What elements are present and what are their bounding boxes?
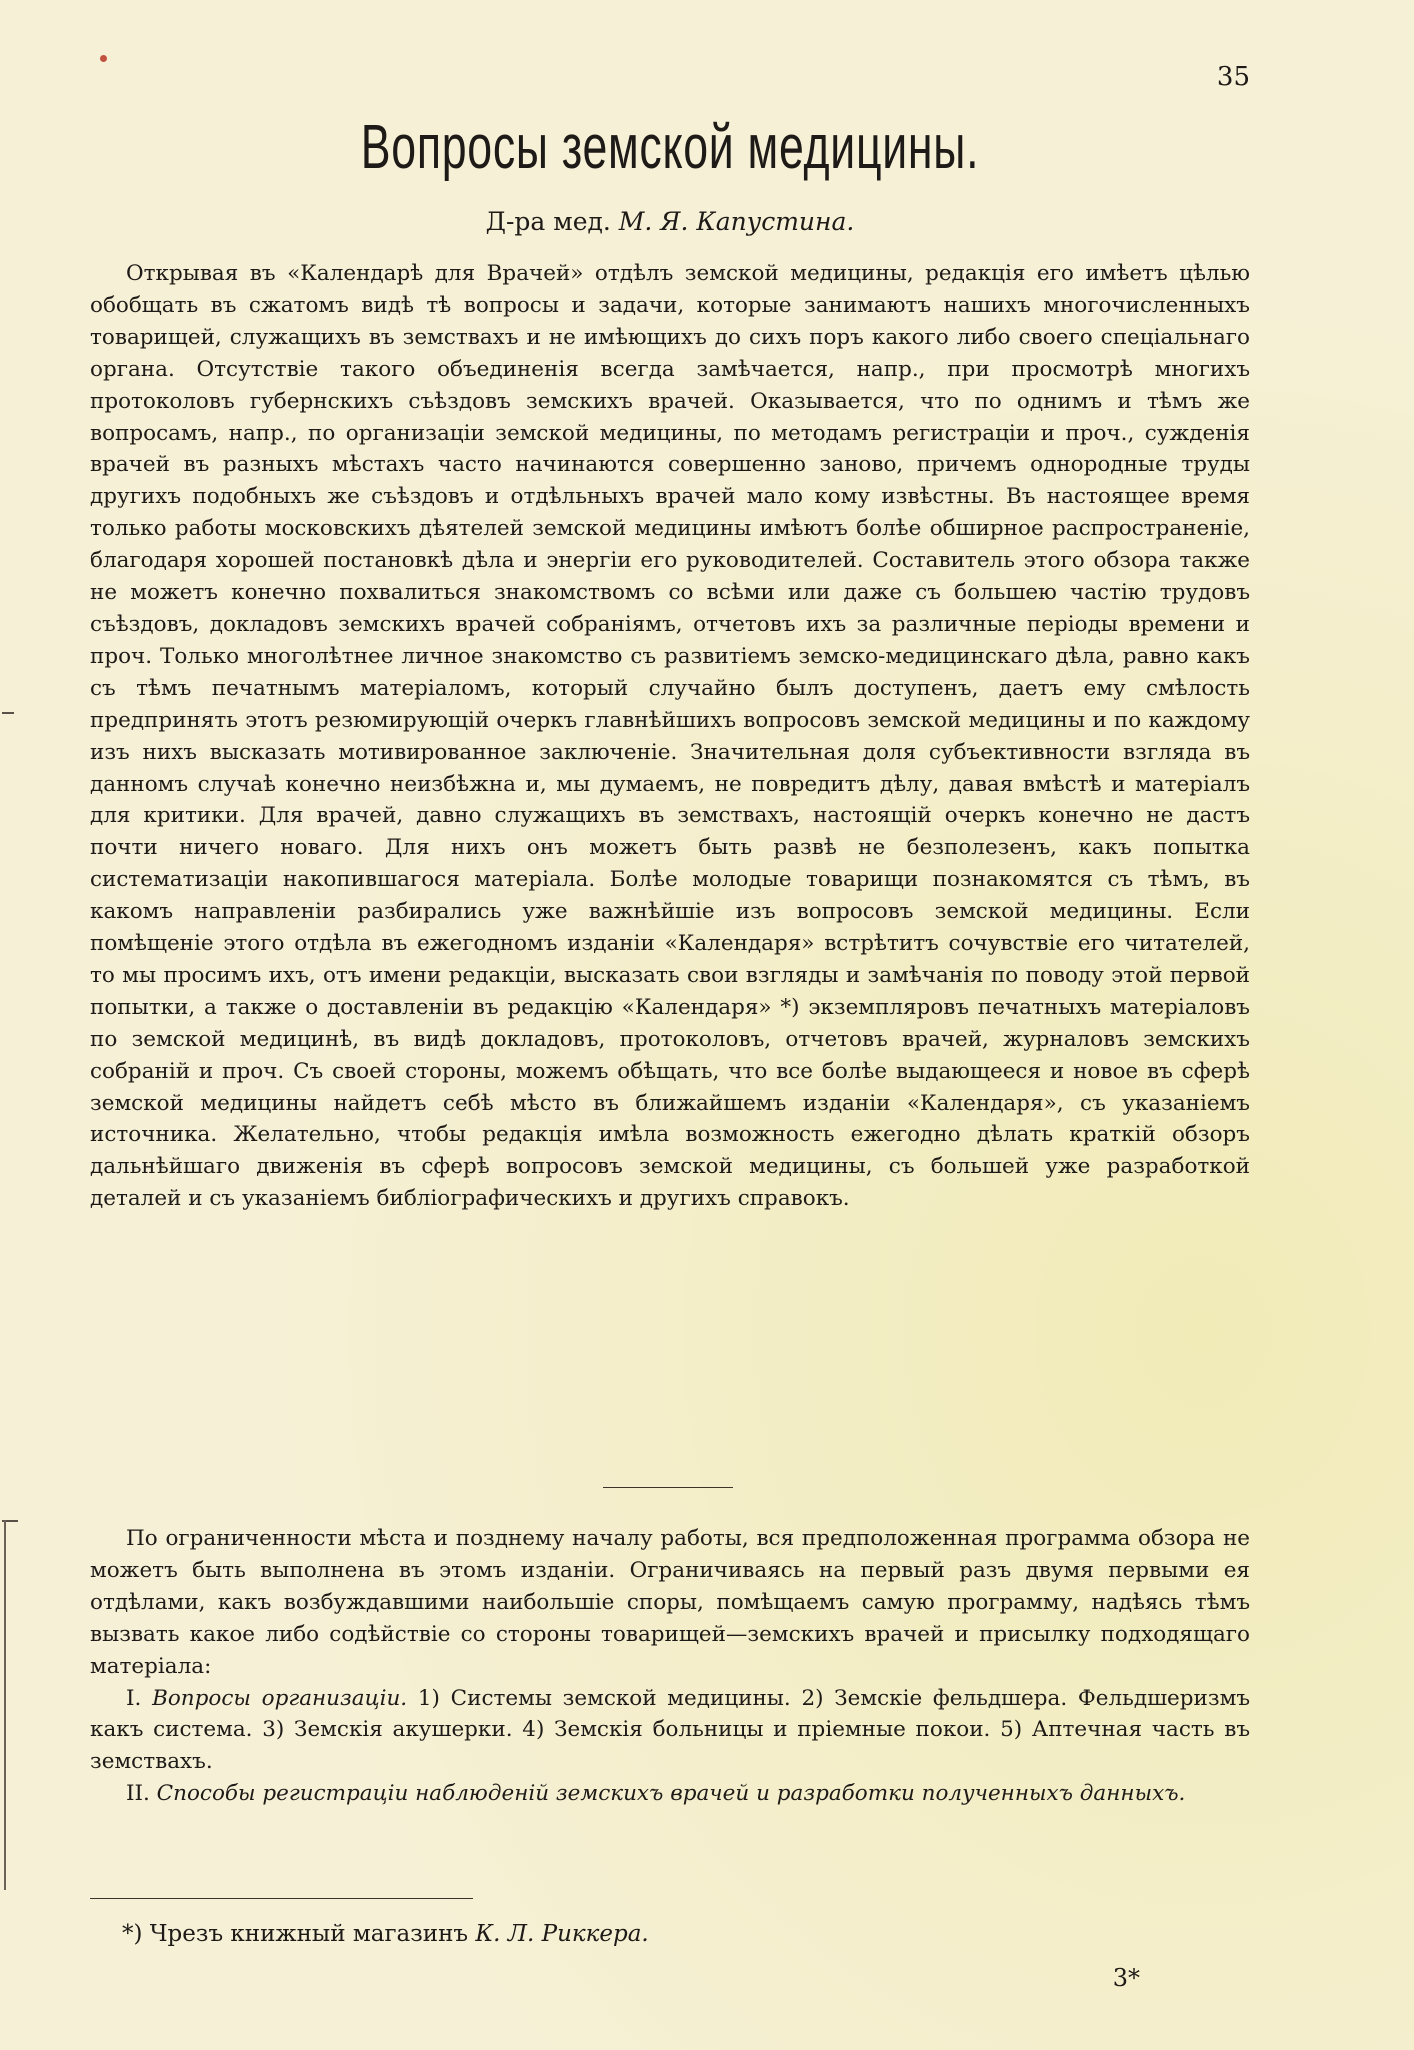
byline <box>90 207 1250 236</box>
author-name: М. Я. Капустина. <box>618 207 855 236</box>
footnote <box>122 1921 649 1947</box>
intro-paragraph: Открывая въ «Календарѣ для Врачей» отдѣлъ земской медицины, редакція его имѣетъ цѣлью обобщать въ сжатомъ видѣ тѣ вопросы и задачи, которые занимаютъ нашихъ многочисленныхъ товарищей, служащихъ въ земствахъ и не имѣющихъ до сихъ поръ какого либо своего спеціальнаго органа. Отсутствіе такого объединенія всегда замѣчается, напр., при просмотрѣ многихъ протоколовъ губернскихъ съѣздовъ земскихъ врачей. Оказывается, что по однимъ и тѣмъ же вопросамъ, напр., по организаціи земской медицины, по методамъ регистраціи и проч., сужденія врачей въ разныхъ мѣстахъ часто начинаются совершенно заново, причемъ однородные труды другихъ подобныхъ же съѣздовъ и отдѣльныхъ врачей мало кому извѣстны. Въ настоящее время только работы московскихъ дѣятелей земской медицины имѣютъ болѣе обширное распространеніе, благодаря хорошей постановкѣ дѣла и энергіи его руководителей. Составитель этого обзора также не можетъ конечно похвалиться знакомствомъ со всѣми или даже съ большею частію трудовъ съѣздовъ, докладовъ земскихъ врачей собраніямъ, отчетовъ ихъ за различные періоды времени и проч. Только многолѣтнее личное знакомство съ развитіемъ земско-медицинскаго дѣла, равно какъ съ тѣмъ печатнымъ матеріаломъ, который случайно былъ доступенъ, даетъ ему смѣлость предпринять этотъ резюмирующій очеркъ главнѣйшихъ вопросовъ земской медицины и по каждому изъ нихъ высказать мотивированное заключеніе. Значительная доля субъективности взгляда въ данномъ случаѣ конечно неизбѣжна и, мы думаемъ, не повредитъ дѣлу, давая вмѣстѣ и матеріалъ для критики. Для врачей, давно служащихъ въ земствахъ, настоящій очеркъ конечно не дастъ почти ничего новаго. Для нихъ онъ можетъ быть развѣ не безполезенъ, какъ попытка систематизаціи накопившагося матеріала. Болѣе молодые товарищи познакомятся съ тѣмъ, въ какомъ направленіи разбирались уже важнѣйшіе изъ вопросовъ земской медицины. Если помѣщеніе этого отдѣла въ ежегодномъ изданіи «Календаря» встрѣтитъ сочувствіе его читателей, то мы просимъ ихъ, отъ имени редакціи, высказать свои взгляды и замѣчанія по поводу этой первой попытки, а также о доставленіи въ редакцію «Календаря» *) экземпляровъ печатныхъ матеріаловъ по земской медицинѣ, въ видѣ докладовъ, протоколовъ, отчетовъ врачей, журналовъ земскихъ собраній и проч. Съ своей стороны, можемъ обѣщать, что все болѣе выдающееся и новое въ сферѣ земской медицины найдетъ себѣ мѣсто въ ближайшемъ изданіи «Календаря», съ указаніемъ источника. Желательно, чтобы редакція имѣла возможность ежегодно дѣлать краткій обзоръ дальнѣйшаго движенія въ сферѣ вопросовъ земской медицины, съ большей уже разработкой деталей и съ указаніемъ библіографическихъ и другихъ справокъ. <box>90 261 1250 1212</box>
section-1-title: Вопросы организаціи. <box>152 1685 408 1711</box>
margin-bar <box>4 1520 6 1890</box>
section-1-number: I. <box>126 1685 142 1711</box>
section-2-number: II. <box>126 1781 150 1807</box>
program-section-1 <box>90 1683 1250 1779</box>
section-divider <box>603 1487 733 1488</box>
document-page <box>90 0 1250 2050</box>
margin-mark <box>2 712 14 714</box>
intro-section <box>90 258 1250 1215</box>
footnote-divider <box>90 1898 473 1899</box>
footnote-name: К. Л. Риккера. <box>475 1921 649 1947</box>
byline-prefix: Д-ра мед. <box>485 207 611 236</box>
program-section-2 <box>90 1778 1250 1810</box>
section-2-title: Способы регистраціи наблюденій земскихъ врачей и разработки полученныхъ данныхъ. <box>156 1781 1186 1807</box>
page-number: 35 <box>1216 62 1250 92</box>
article-title: Вопросы земской медицины. <box>360 113 980 182</box>
program-section <box>90 1523 1250 1810</box>
section-1-items: 1) Системы земской медицины. 2) Земскіе фельдшера. Фельдшеризмъ какъ система. 3) Земскія акушерки. 4) Земскія больницы и пріемные покои. 5) Аптечная часть въ земствахъ. <box>90 1685 1251 1775</box>
footnote-text: *) Чрезъ книжный магазинъ <box>122 1921 469 1947</box>
program-lead-paragraph: По ограниченности мѣста и позднему началу работы, вся предположенная программа обзора не можетъ быть выполнена въ этомъ изданіи. Ограничиваясь на первый разъ двумя первыми ея отдѣлами, какъ возбуждавшими наибольшіе споры, помѣщаемъ самую программу, надѣясь тѣмъ вызвать какое либо содѣйствіе со стороны товарищей—земскихъ врачей и присылку подходящаго матеріала: <box>90 1526 1250 1679</box>
signature-mark: 3* <box>1112 1964 1140 1992</box>
